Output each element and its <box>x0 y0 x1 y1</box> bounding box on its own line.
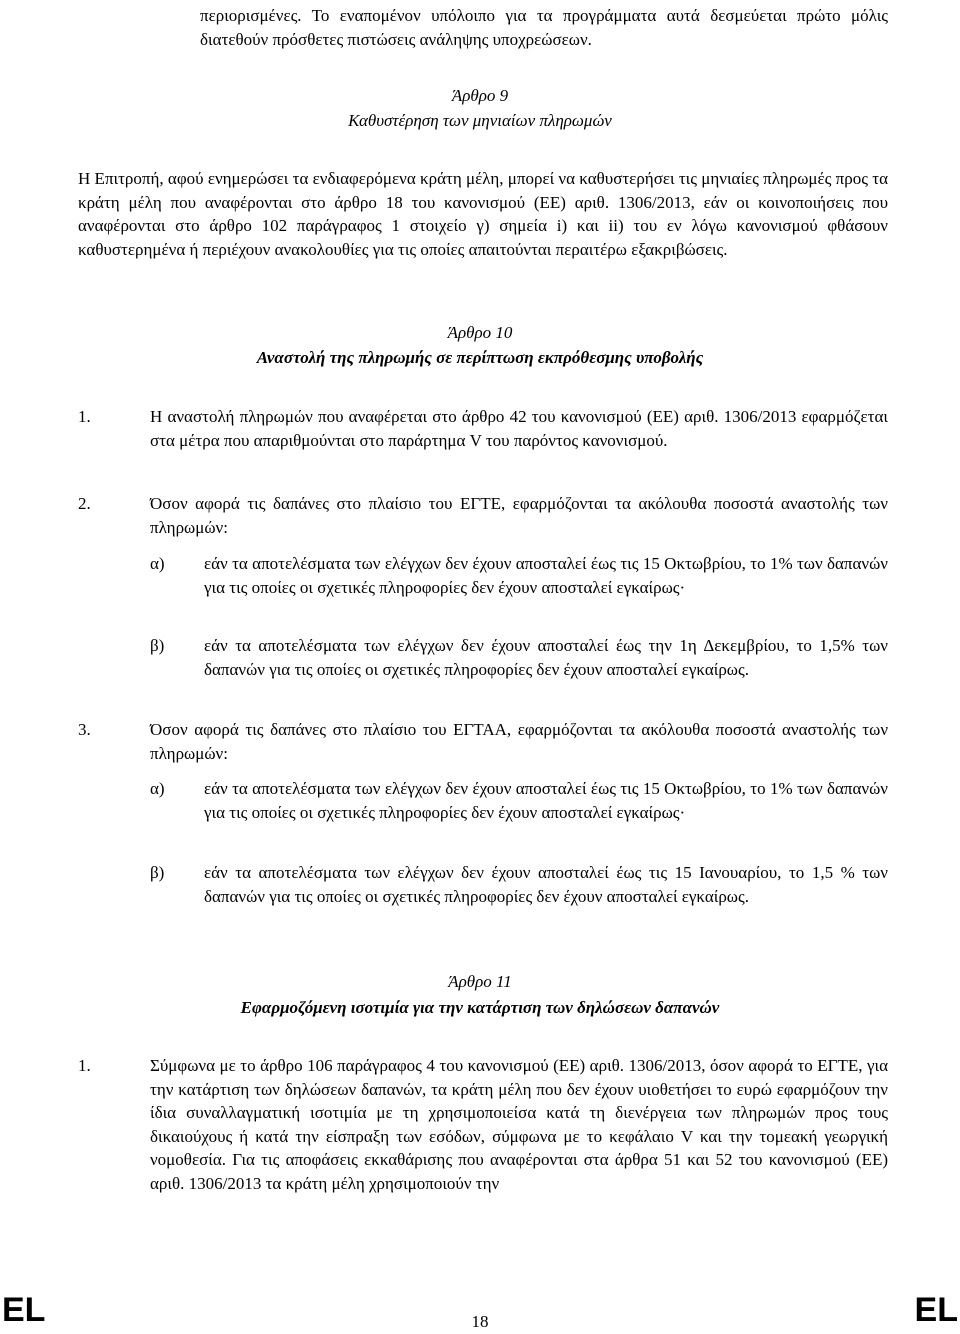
footer-language-right: EL <box>914 1291 958 1329</box>
article-10-paragraph-3-item-b: εάν τα αποτελέσματα των ελέγχων δεν έχουν αποσταλεί έως τις 15 Ιανουαρίου, το 1,5 % των δαπανών για τις οποίες οι σχετικές πληροφορίες δεν έχουν αποσταλεί εγκαίρως. <box>204 863 888 906</box>
article-10-title: Αναστολή της πληρωμής σε περίπτωση εκπρόθεσμης υποβολής <box>256 348 704 367</box>
article-10-paragraph-1: Η αναστολή πληρωμών που αναφέρεται στο άρθρο 42 του κανονισμού (ΕΕ) αριθ. 1306/2013 εφαρμόζεται στα μέτρα που απαριθμούνται στο παράρτημα V του παρόντος κανονισμού. <box>150 407 888 450</box>
article-10-paragraph-3-item-a: εάν τα αποτελέσματα των ελέγχων δεν έχουν αποσταλεί έως τις 15 Οκτωβρίου, το 1% των δαπανών για τις οποίες οι σχετικές πληροφορίες δεν έχουν αποσταλεί εγκαίρως· <box>204 779 888 822</box>
article-9-text: Η Επιτροπή, αφού ενημερώσει τα ενδιαφερόμενα κράτη μέλη, μπορεί να καθυστερήσει τις μηνιαίες πληρωμές προς τα κράτη μέλη που αναφέρονται στο άρθρο 18 του κανονισμού (ΕΕ) αριθ. 1306/2013, εάν οι κοινοποιήσεις που αναφέρονται στο άρθρο 102 παράγραφος 1 στοιχείο γ) σημεία i) και ii) του εν λόγω κανονισμού φθάσουν καθυστερημένα ή περιέχουν ανακολουθίες για τις οποίες απαιτούνται περαιτέρω εξακριβώσεις. <box>78 169 888 259</box>
article-10-number: Άρθρο 10 <box>447 323 513 342</box>
article-10-paragraph-3-number: 3. <box>78 720 91 739</box>
article-11-paragraph-1-number: 1. <box>78 1056 91 1075</box>
article-10-paragraph-3-item-a-label: α) <box>150 779 165 798</box>
page-number: 18 <box>471 1312 489 1331</box>
article-10-paragraph-3-item-b-label: β) <box>150 863 165 882</box>
top-paragraph: περιορισμένες. Το εναπομένον υπόλοιπο για τα προγράμματα αυτά δεσμεύεται πρώτο μόλις διατεθούν πρόσθετες πιστώσεις ανάληψης υποχρεώσεων. <box>200 6 888 49</box>
footer-language-left: EL <box>2 1291 46 1329</box>
article-10-paragraph-2-item-b-label: β) <box>150 636 165 655</box>
article-10-paragraph-3: Όσον αφορά τις δαπάνες στο πλαίσιο του ΕΓΤΑΑ, εφαρμόζονται τα ακόλουθα ποσοστά αναστολής των πληρωμών: <box>150 720 888 763</box>
article-11-title: Εφαρμοζόμενη ισοτιμία για την κατάρτιση των δηλώσεων δαπανών <box>240 998 720 1017</box>
article-10-paragraph-2-item-b: εάν τα αποτελέσματα των ελέγχων δεν έχουν αποσταλεί έως την 1η Δεκεμβρίου, το 1,5% των δαπανών για τις οποίες οι σχετικές πληροφορίες δεν έχουν αποσταλεί εγκαίρως. <box>204 636 888 679</box>
article-9-title: Καθυστέρηση των μηνιαίων πληρωμών <box>348 111 612 130</box>
article-9-number: Άρθρο 9 <box>451 86 509 105</box>
article-10-paragraph-2-item-a-label: α) <box>150 554 165 573</box>
article-11-paragraph-1: Σύμφωνα με το άρθρο 106 παράγραφος 4 του κανονισμού (ΕΕ) αριθ. 1306/2013, όσον αφορά το ΕΓΤΕ, για την κατάρτιση των δηλώσεων δαπανών, τα κράτη μέλη που δεν έχουν υιοθετήσει το ευρώ εφαρμόζουν την ίδια συναλλαγματική ισοτιμία με τη χρησιμοποιείσα κατά τη διενέργεια των πληρωμών προς τους δικαιούχους ή κατά την είσπραξη των εσόδων, σύμφωνα με το κεφάλαιο V και την τομεακή γεωργική νομοθεσία. Για τις αποφάσεις εκκαθάρισης που αναφέρονται στα άρθρα 51 και 52 του κανονισμού (ΕΕ) αριθ. 1306/2013 τα κράτη μέλη χρησιμοποιούν την <box>150 1056 888 1193</box>
article-10-paragraph-2: Όσον αφορά τις δαπάνες στο πλαίσιο του ΕΓΤΕ, εφαρμόζονται τα ακόλουθα ποσοστά αναστολής των πληρωμών: <box>150 494 888 537</box>
article-10-paragraph-2-item-a: εάν τα αποτελέσματα των ελέγχων δεν έχουν αποσταλεί έως τις 15 Οκτωβρίου, το 1% των δαπανών για τις οποίες οι σχετικές πληροφορίες δεν έχουν αποσταλεί εγκαίρως· <box>204 554 888 597</box>
article-10-paragraph-2-number: 2. <box>78 494 91 513</box>
article-10-paragraph-1-number: 1. <box>78 407 91 426</box>
article-11-number: Άρθρο 11 <box>448 972 512 991</box>
